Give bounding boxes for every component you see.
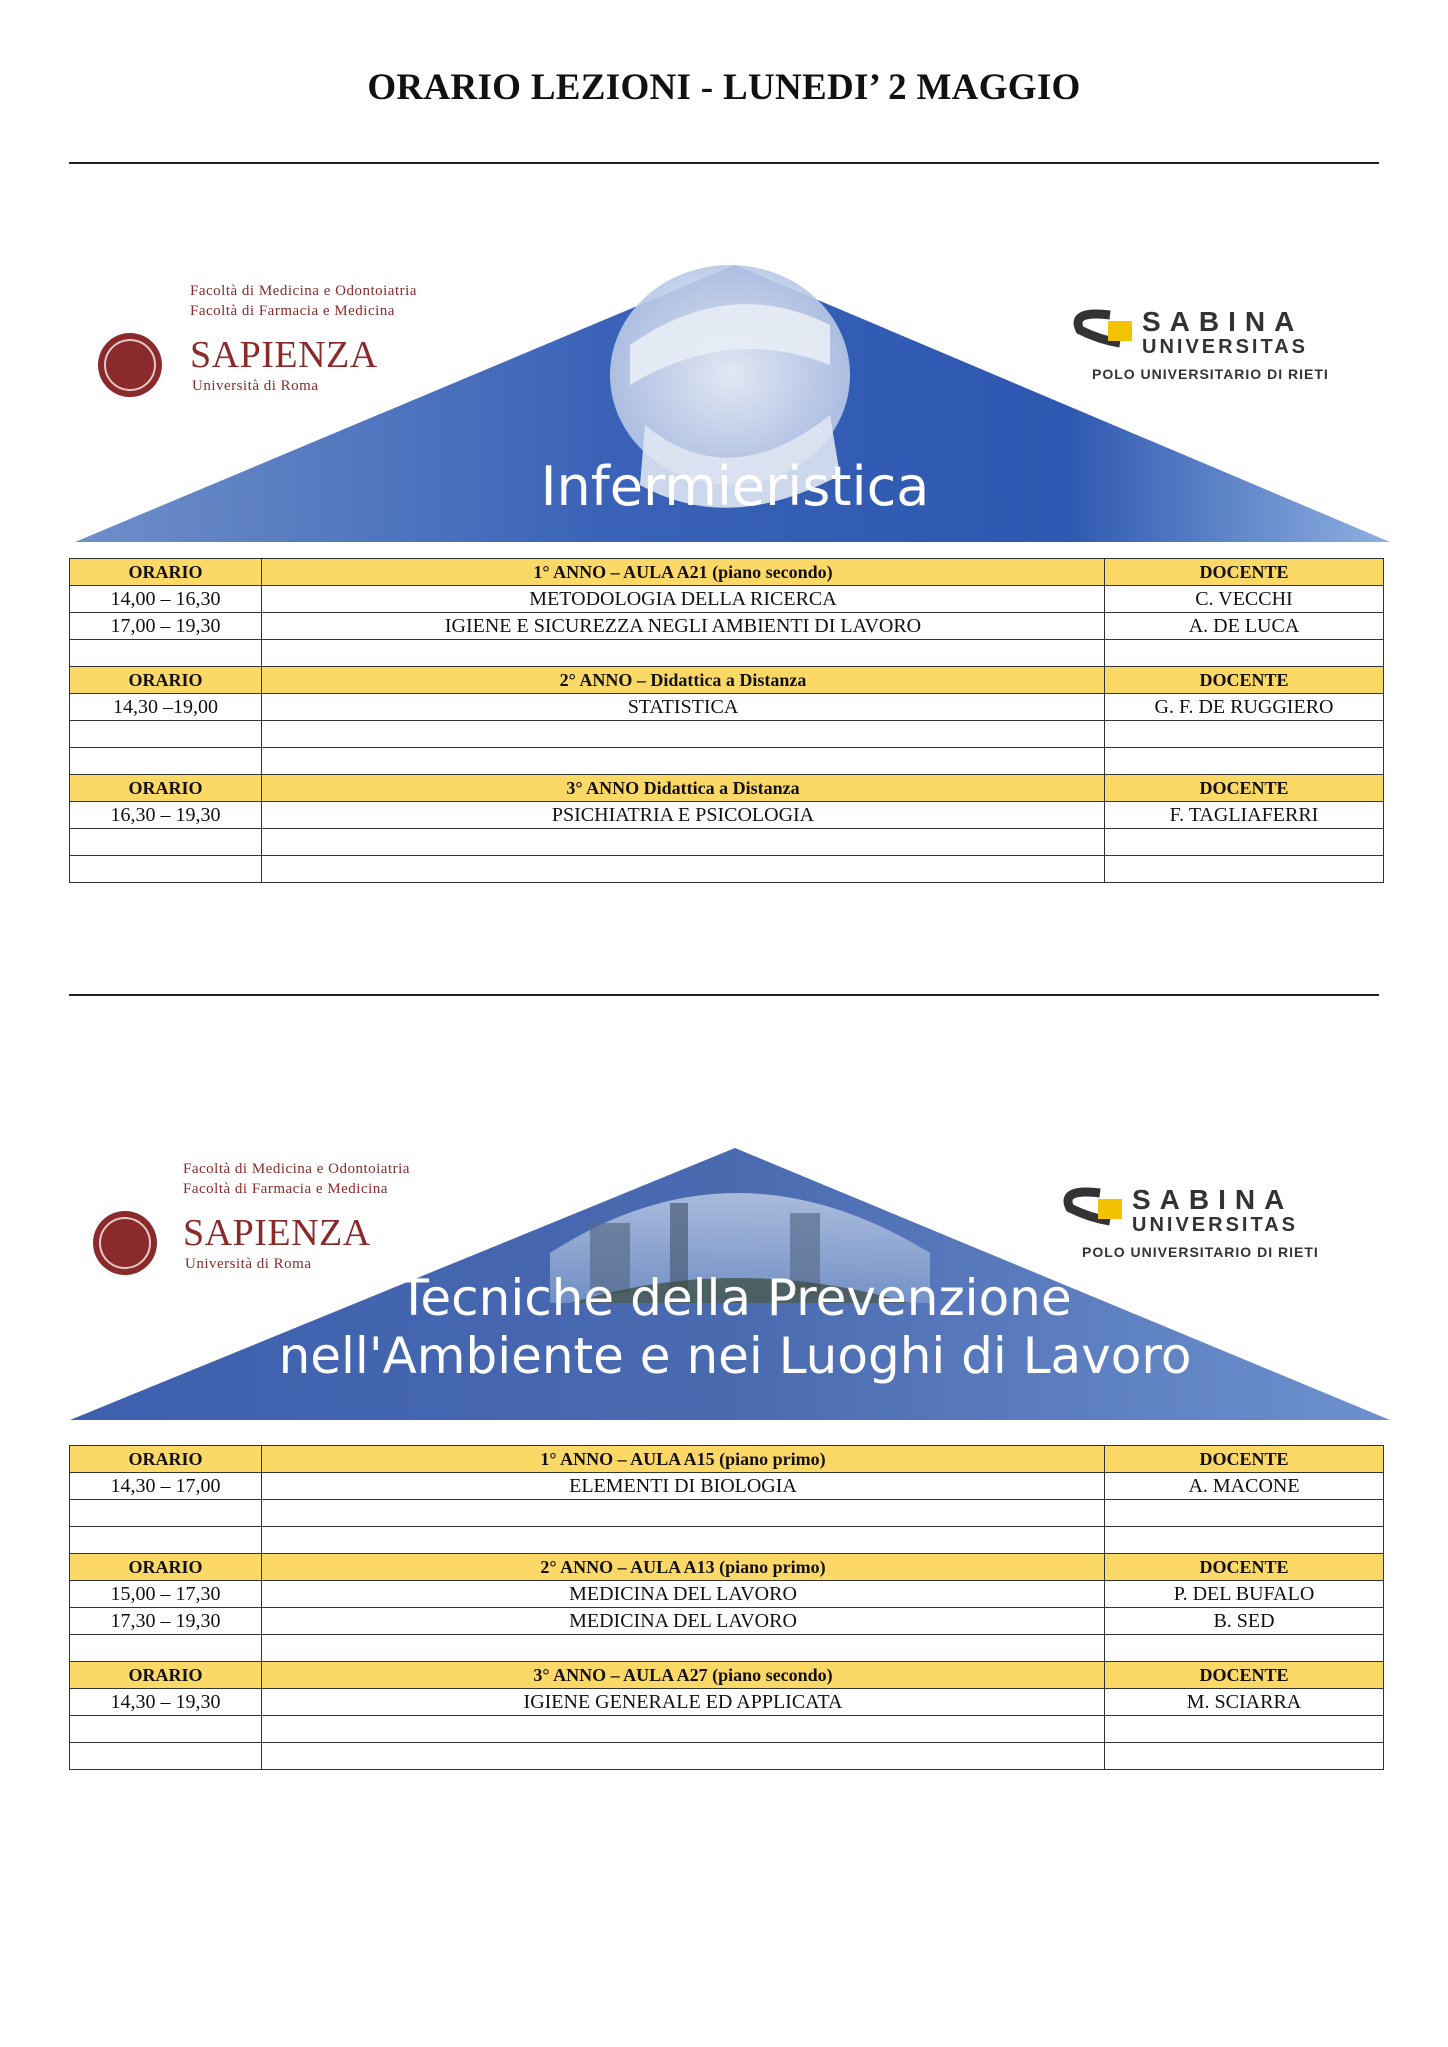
subject-cell: ELEMENTI DI BIOLOGIA: [262, 1473, 1105, 1500]
sapienza-subtitle: Università di Roma: [192, 378, 319, 394]
sabina-polo: POLO UNIVERSITARIO DI RIETI: [1082, 1244, 1319, 1260]
table-row: [70, 640, 1384, 667]
orario-header: ORARIO: [70, 1662, 262, 1689]
table-row: [70, 1527, 1384, 1554]
subject-cell: [262, 1527, 1105, 1554]
teacher-cell: [1105, 1716, 1384, 1743]
sapienza-name: SAPIENZA: [190, 334, 378, 376]
anno-header: 3° ANNO – AULA A27 (piano secondo): [262, 1662, 1105, 1689]
time-cell: 17,30 – 19,30: [70, 1608, 262, 1635]
page-title: ORARIO LEZIONI - LUNEDI’ 2 MAGGIO: [367, 67, 1081, 108]
teacher-cell: [1105, 1743, 1384, 1770]
sapienza-subtitle: Università di Roma: [185, 1256, 312, 1272]
sabina-universitas: UNIVERSITAS: [1132, 1214, 1298, 1236]
subject-cell: [262, 721, 1105, 748]
banner-infermieristica: [70, 255, 1390, 545]
table-row: [70, 1500, 1384, 1527]
schedule-table: [69, 1445, 1384, 1770]
table-row: [70, 694, 1384, 721]
subject-cell: [262, 748, 1105, 775]
subject-cell: [262, 1743, 1105, 1770]
faculty-line: Facoltà di Farmacia e Medicina: [183, 1181, 388, 1197]
subject-cell: [262, 1635, 1105, 1662]
teacher-cell: A. DE LUCA: [1105, 613, 1384, 640]
time-cell: [70, 748, 262, 775]
teacher-cell: [1105, 748, 1384, 775]
table-header-row: [70, 559, 1384, 586]
time-cell: 14,30 – 19,30: [70, 1689, 262, 1716]
table-header-row: [70, 1662, 1384, 1689]
docente-header: DOCENTE: [1105, 1446, 1384, 1473]
teacher-cell: F. TAGLIAFERRI: [1105, 802, 1384, 829]
anno-header: 2° ANNO – Didattica a Distanza: [262, 667, 1105, 694]
sapienza-name: SAPIENZA: [183, 1212, 371, 1254]
time-cell: [70, 856, 262, 883]
table-row: [70, 586, 1384, 613]
sapienza-seal-icon: [98, 333, 162, 397]
teacher-cell: [1105, 1635, 1384, 1662]
course-title-line: Infermieristica: [540, 455, 930, 518]
table-row: [70, 1689, 1384, 1716]
teacher-cell: [1105, 721, 1384, 748]
anno-header: 1° ANNO – AULA A21 (piano secondo): [262, 559, 1105, 586]
time-cell: [70, 721, 262, 748]
teacher-cell: A. MACONE: [1105, 1473, 1384, 1500]
sabina-polo: POLO UNIVERSITARIO DI RIETI: [1092, 366, 1329, 382]
subject-cell: STATISTICA: [262, 694, 1105, 721]
teacher-cell: B. SED: [1105, 1608, 1384, 1635]
docente-header: DOCENTE: [1105, 667, 1384, 694]
subject-cell: [262, 640, 1105, 667]
teacher-cell: G. F. DE RUGGIERO: [1105, 694, 1384, 721]
table-row: [70, 856, 1384, 883]
time-cell: 15,00 – 17,30: [70, 1581, 262, 1608]
sabina-universitas: UNIVERSITAS: [1142, 336, 1308, 358]
subject-cell: [262, 856, 1105, 883]
table-row: [70, 829, 1384, 856]
time-cell: [70, 1527, 262, 1554]
subject-cell: IGIENE E SICUREZZA NEGLI AMBIENTI DI LAVORO: [262, 613, 1105, 640]
anno-header: 3° ANNO Didattica a Distanza: [262, 775, 1105, 802]
orario-header: ORARIO: [70, 1554, 262, 1581]
table-row: [70, 1635, 1384, 1662]
subject-cell: [262, 1716, 1105, 1743]
teacher-cell: [1105, 640, 1384, 667]
table-row: [70, 1581, 1384, 1608]
divider: [69, 994, 1379, 996]
table-row: [70, 1473, 1384, 1500]
docente-header: DOCENTE: [1105, 559, 1384, 586]
divider: [69, 162, 1379, 164]
time-cell: [70, 829, 262, 856]
table-row: [70, 721, 1384, 748]
schedule-table: [69, 558, 1384, 883]
teacher-cell: M. SCIARRA: [1105, 1689, 1384, 1716]
banner-graphic: [70, 255, 1390, 545]
table-row: [70, 1743, 1384, 1770]
teacher-cell: P. DEL BUFALO: [1105, 1581, 1384, 1608]
subject-cell: [262, 1500, 1105, 1527]
time-cell: 16,30 – 19,30: [70, 802, 262, 829]
table-row: [70, 1608, 1384, 1635]
time-cell: 14,00 – 16,30: [70, 586, 262, 613]
orario-header: ORARIO: [70, 559, 262, 586]
sapienza-seal-icon: [93, 1211, 157, 1275]
time-cell: [70, 1500, 262, 1527]
orario-header: ORARIO: [70, 775, 262, 802]
time-cell: 17,00 – 19,30: [70, 613, 262, 640]
subject-cell: [262, 829, 1105, 856]
sabina-name: SABINA: [1132, 1184, 1294, 1215]
time-cell: [70, 1716, 262, 1743]
table-header-row: [70, 667, 1384, 694]
table-row: [70, 1716, 1384, 1743]
course-title-line: nell'Ambiente e nei Luoghi di Lavoro: [278, 1327, 1192, 1385]
table-row: [70, 613, 1384, 640]
time-cell: 14,30 – 17,00: [70, 1473, 262, 1500]
faculty-line: Facoltà di Medicina e Odontoiatria: [183, 1161, 410, 1177]
teacher-cell: [1105, 856, 1384, 883]
orario-header: ORARIO: [70, 1446, 262, 1473]
teacher-cell: C. VECCHI: [1105, 586, 1384, 613]
teacher-cell: [1105, 1500, 1384, 1527]
docente-header: DOCENTE: [1105, 1662, 1384, 1689]
orario-header: ORARIO: [70, 667, 262, 694]
time-cell: [70, 1635, 262, 1662]
subject-cell: MEDICINA DEL LAVORO: [262, 1581, 1105, 1608]
docente-header: DOCENTE: [1105, 775, 1384, 802]
anno-header: 2° ANNO – AULA A13 (piano primo): [262, 1554, 1105, 1581]
table-header-row: [70, 1554, 1384, 1581]
faculty-line: Facoltà di Medicina e Odontoiatria: [190, 283, 417, 299]
subject-cell: PSICHIATRIA E PSICOLOGIA: [262, 802, 1105, 829]
table-row: [70, 748, 1384, 775]
time-cell: [70, 640, 262, 667]
subject-cell: MEDICINA DEL LAVORO: [262, 1608, 1105, 1635]
table-header-row: [70, 1446, 1384, 1473]
sabina-name: SABINA: [1142, 306, 1304, 337]
faculty-line: Facoltà di Farmacia e Medicina: [190, 303, 395, 319]
docente-header: DOCENTE: [1105, 1554, 1384, 1581]
time-cell: [70, 1743, 262, 1770]
teacher-cell: [1105, 1527, 1384, 1554]
subject-cell: METODOLOGIA DELLA RICERCA: [262, 586, 1105, 613]
table-row: [70, 802, 1384, 829]
table-header-row: [70, 775, 1384, 802]
banner-tecniche-prevenzione: [70, 1133, 1390, 1423]
subject-cell: IGIENE GENERALE ED APPLICATA: [262, 1689, 1105, 1716]
course-title-line: Tecniche della Prevenzione: [398, 1269, 1072, 1327]
anno-header: 1° ANNO – AULA A15 (piano primo): [262, 1446, 1105, 1473]
teacher-cell: [1105, 829, 1384, 856]
banner-graphic: [70, 1133, 1390, 1423]
time-cell: 14,30 –19,00: [70, 694, 262, 721]
